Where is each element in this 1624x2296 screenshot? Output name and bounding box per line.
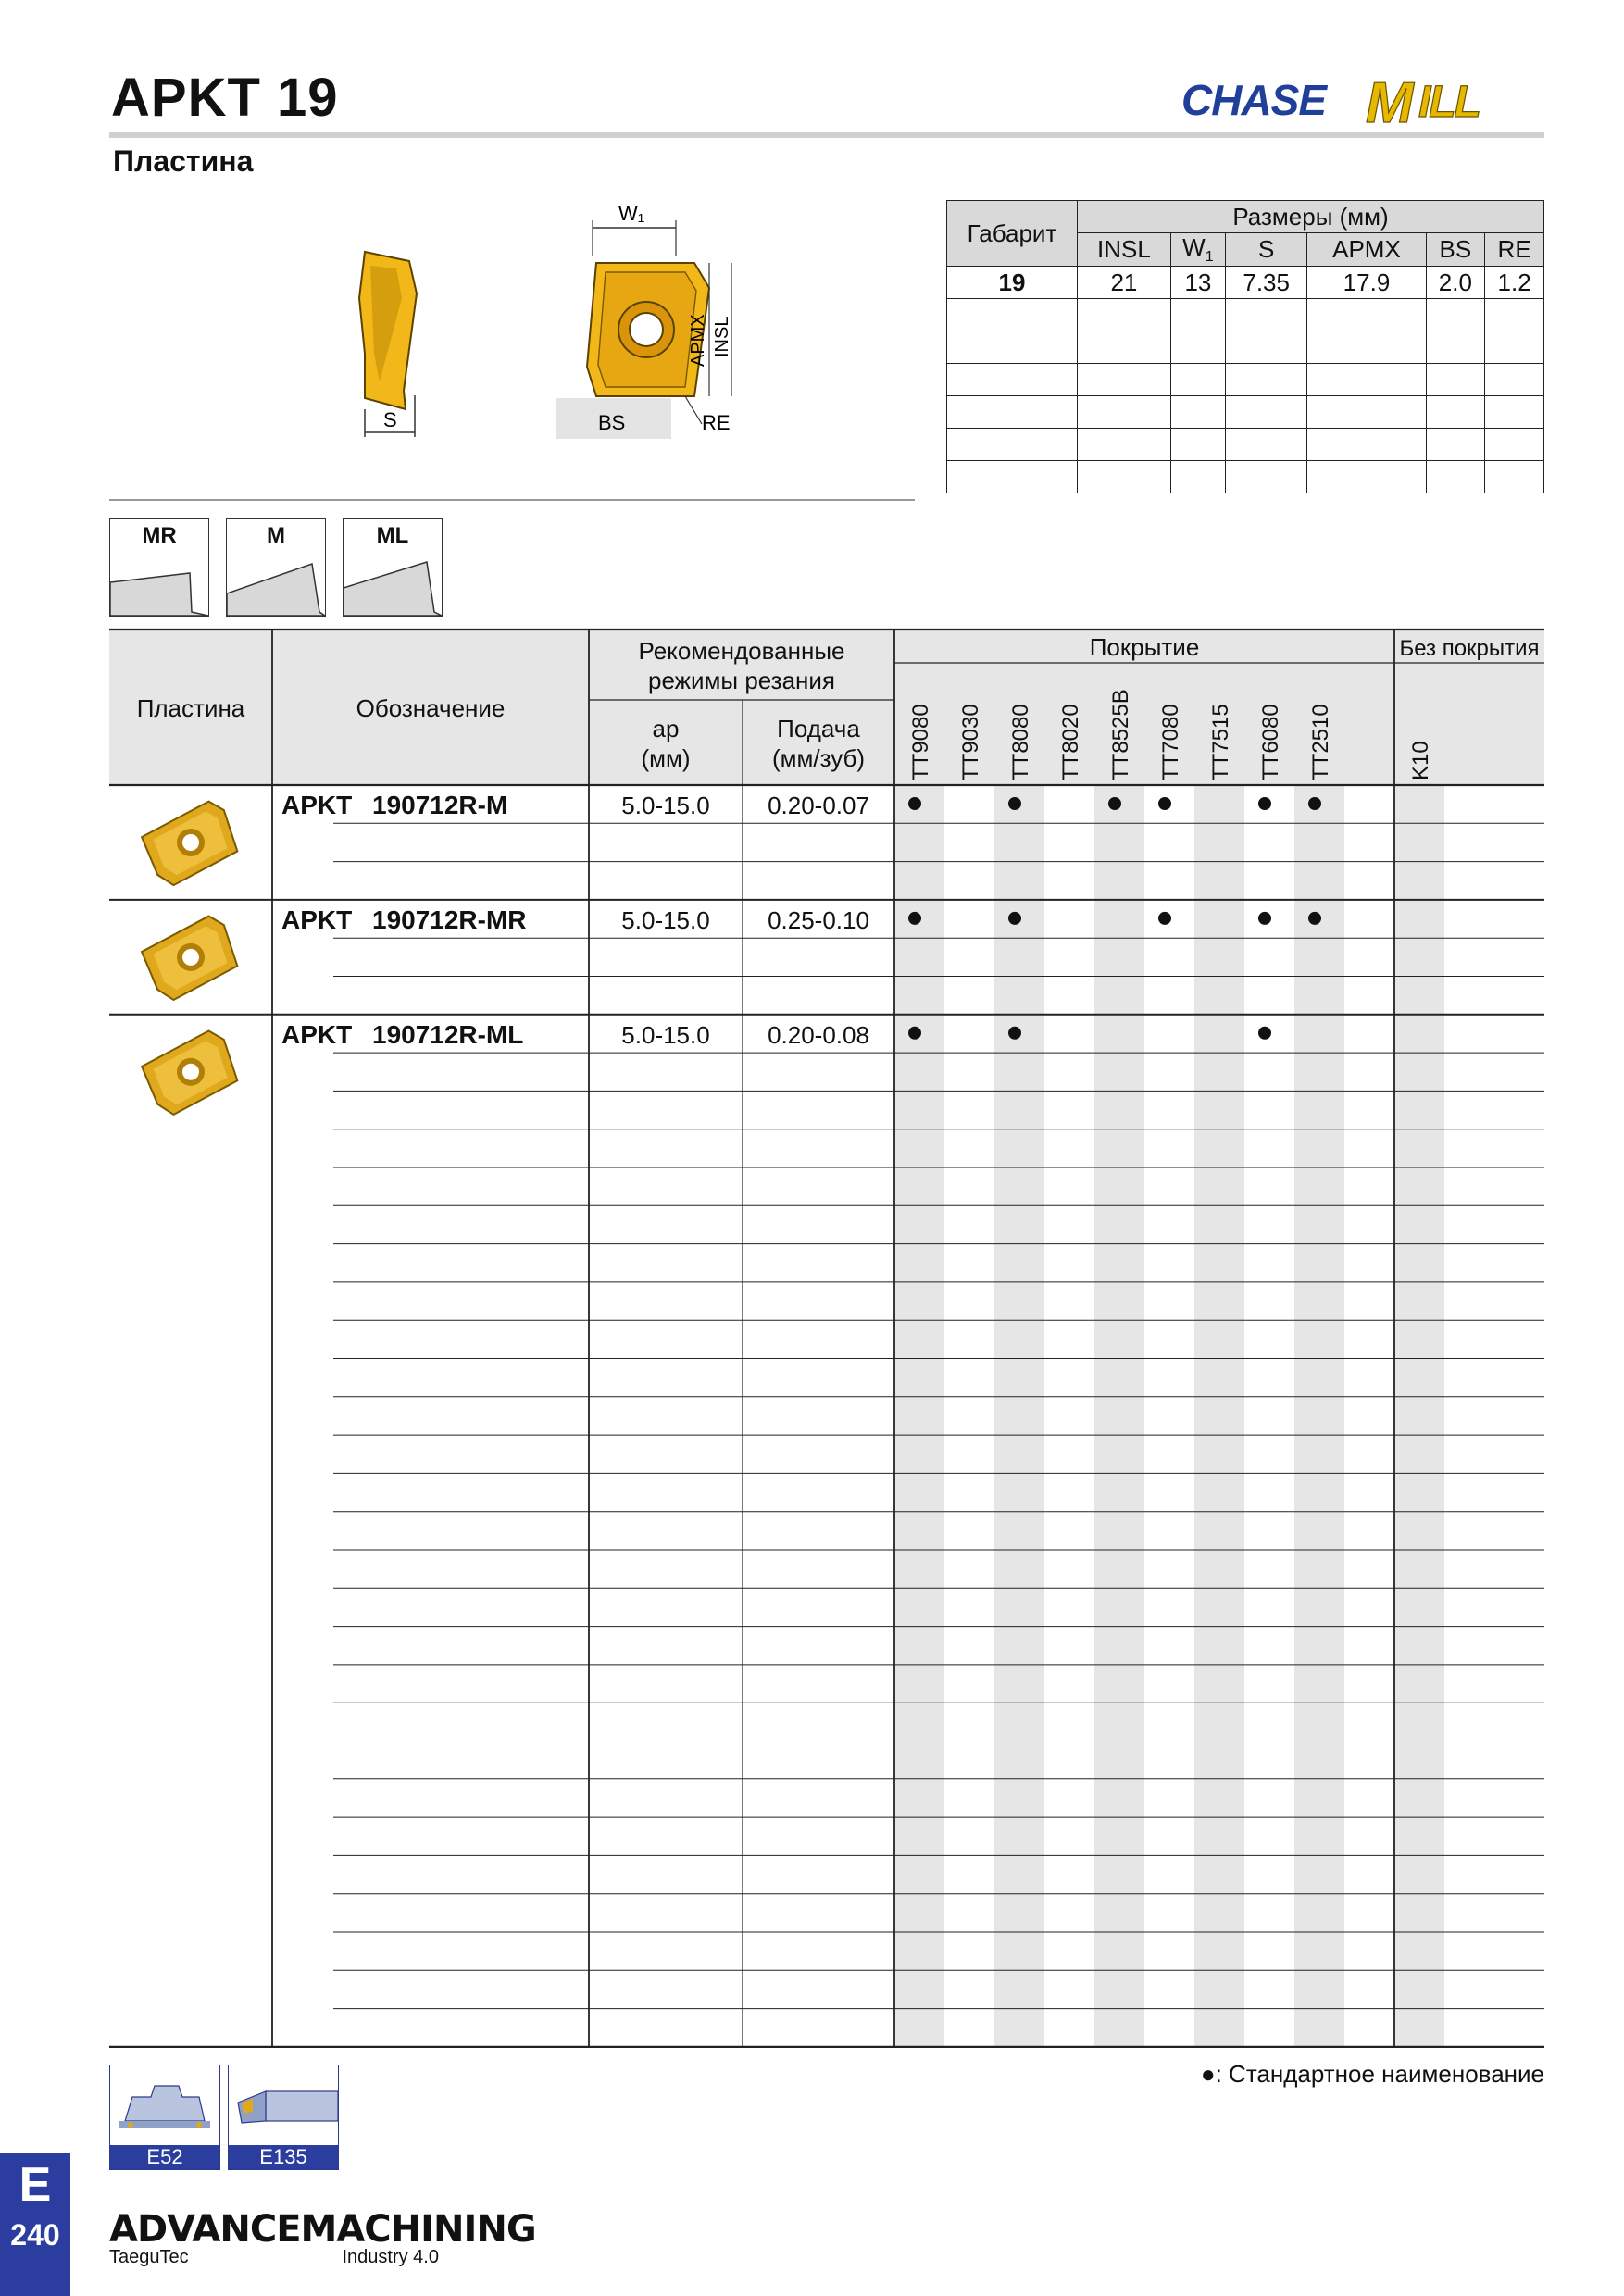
chipbreaker-ml: ML [343,518,443,617]
item-ap: 5.0-15.0 [621,1020,710,1049]
dims-empty-row [947,461,1544,493]
dims-empty-cell [1170,396,1225,429]
insert-top-view [556,200,750,452]
col-insert-header: Пластина [136,694,245,722]
dims-cell: 7.35 [1225,267,1307,299]
dims-empty-cell [947,396,1078,429]
dims-empty-cell [1078,429,1171,461]
dims-empty-cell [1078,396,1171,429]
dims-empty-cell [1225,331,1307,364]
dimensions-table [946,200,1544,493]
tool-link-e52[interactable] [109,2065,220,2170]
col-ap-header: (мм) [641,744,691,772]
grade-label-tt9030: TT9030 [958,704,983,780]
end-mill-icon [229,2065,338,2145]
grade-label-k10: K10 [1408,741,1433,780]
grade-label-tt2510: TT2510 [1308,704,1333,780]
item-code: 190712R-M [372,791,508,819]
dims-empty-row [947,331,1544,364]
dims-empty-cell [947,461,1078,493]
dims-empty-cell [1078,364,1171,396]
dims-empty-cell [1307,429,1426,461]
section-letter: E [19,2158,52,2212]
dims-empty-row [947,299,1544,331]
page-subtitle: Пластина [113,144,254,178]
dims-col-s: S [1225,233,1307,267]
grade-column-shade [1194,785,1244,2047]
dims-empty-cell [947,331,1078,364]
dims-empty-cell [1225,299,1307,331]
dims-empty-cell [1170,364,1225,396]
dims-size: 19 [947,267,1078,299]
svg-text:W₁: W₁ [618,202,645,225]
dims-empty-cell [1426,299,1485,331]
col-feed-header: Подача [777,715,860,742]
standard-mark-dot [1008,1027,1021,1040]
dims-empty-cell [1485,396,1544,429]
dims-empty-cell [1426,429,1485,461]
tool-tag-e52: E52 [110,2145,219,2169]
dims-group-header: Размеры (мм) [1078,201,1544,233]
dims-empty-cell [1307,299,1426,331]
dims-empty-cell [1426,461,1485,493]
dim-s-label: S [383,408,397,431]
dims-col-insl: INSL [1078,233,1171,267]
dims-empty-row [947,429,1544,461]
insert-side-view [352,243,435,448]
chipbreaker-ml-icon [344,519,442,616]
svg-text:BS: BS [598,411,626,434]
grade-label-tt9080: TT9080 [908,704,933,780]
dims-empty-cell [1307,364,1426,396]
footer-industry: Industry 4.0 [342,2247,439,2267]
grade-column-shade [894,785,944,2047]
dims-cell: 21 [1078,267,1171,299]
standard-mark-dot [1258,912,1271,925]
standard-mark-dot [1158,912,1171,925]
chipbreaker-mr: MR [109,518,209,617]
item-code: 190712R-ML [372,1019,524,1049]
dims-empty-cell [1078,299,1171,331]
item-ap: 5.0-15.0 [621,792,710,819]
item-ap: 5.0-15.0 [621,905,710,934]
dims-row [947,267,1544,299]
standard-mark-dot [908,1027,921,1040]
tool-tag-e135: E135 [229,2145,338,2169]
insert-photo-icon [139,797,244,890]
dims-col-apmx: APMX [1307,233,1426,267]
page-title: APKT 19 [111,68,339,128]
standard-mark-dot [1108,797,1121,810]
col-feed-header: (мм/зуб) [771,744,866,772]
grade-label-tt8020: TT8020 [1058,704,1083,780]
standard-mark-dot [908,912,921,925]
dims-col-re: RE [1485,233,1544,267]
standard-mark-dot [1258,797,1271,810]
svg-text:M: M [1366,71,1414,133]
footer-brand: ADVANCEMACHINING [109,2208,536,2251]
dims-col-bs: BS [1426,233,1485,267]
standard-mark-dot [1158,797,1171,810]
svg-text:RE: RE [702,411,731,434]
item-prefix: APKT [281,791,353,819]
chipbreaker-m-icon [227,519,325,616]
dims-empty-row [947,364,1544,396]
grade-column-shade [1294,785,1344,2047]
insert-photo-icon [139,912,244,1004]
dims-size-header: Габарит [947,201,1078,267]
insert-photo-icon [139,1027,244,1119]
item-code: 190712R-MR [372,905,527,934]
dims-empty-cell [947,364,1078,396]
grade-column-shade [994,785,1044,2047]
tool-link-e135[interactable] [228,2065,339,2170]
svg-text:INSL: INSL [712,316,732,357]
dims-empty-cell [1307,461,1426,493]
dims-empty-cell [1485,299,1544,331]
chasemill-logo [1176,67,1546,133]
dims-cell: 2.0 [1426,267,1485,299]
insert-catalog-table [109,628,1546,2053]
dims-empty-cell [1426,396,1485,429]
dims-empty-cell [1485,461,1544,493]
grade-column-shade [1094,785,1144,2047]
item-feed: 0.20-0.07 [768,792,869,819]
dims-empty-cell [1170,299,1225,331]
dims-empty-row [947,396,1544,429]
dims-empty-cell [1170,461,1225,493]
svg-text:CHASE: CHASE [1181,76,1327,124]
dims-empty-cell [1170,429,1225,461]
dims-empty-cell [1225,461,1307,493]
standard-mark-dot [1008,797,1021,810]
dims-empty-cell [1426,364,1485,396]
col-ap-header: ap [652,715,680,742]
legend-standard: ●: Стандартное наименование [1200,2060,1544,2088]
dims-empty-cell [1485,429,1544,461]
grade-column-shade [1394,785,1444,2047]
grade-label-tt6080: TT6080 [1258,704,1283,780]
dims-empty-cell [1078,461,1171,493]
dims-empty-cell [1225,396,1307,429]
dims-empty-cell [1307,331,1426,364]
dims-empty-cell [947,429,1078,461]
svg-text:ILL: ILL [1418,78,1480,127]
grade-label-tt7515: TT7515 [1208,704,1233,780]
footer-taegutec: TaeguTec [109,2247,189,2267]
col-uncoated-header: Без покрытия [1399,636,1540,661]
grade-label-tt7080: TT7080 [1158,704,1183,780]
standard-mark-dot [1258,1027,1271,1040]
dims-empty-cell [1485,364,1544,396]
standard-mark-dot [1308,797,1321,810]
col-cutting-header: режимы резания [647,667,836,694]
dims-empty-cell [1078,331,1171,364]
dims-empty-cell [1225,364,1307,396]
dims-cell: 17.9 [1307,267,1426,299]
dims-cell: 13 [1170,267,1225,299]
dims-cell: 1.2 [1485,267,1544,299]
grade-label-tt8525b: TT8525B [1108,689,1133,780]
item-prefix: APKT [281,1019,353,1049]
standard-mark-dot [1308,912,1321,925]
item-feed: 0.20-0.08 [768,1020,869,1049]
col-coated-header: Покрытие [1089,633,1200,661]
dims-empty-cell [1485,331,1544,364]
face-mill-icon [110,2065,219,2145]
dims-col-w1: $W_1$ [1170,233,1225,267]
standard-mark-dot [1008,912,1021,925]
section-tab [0,2153,70,2296]
section-divider [109,499,915,501]
item-feed: 0.25-0.10 [768,905,869,934]
dims-empty-cell [1426,331,1485,364]
svg-text:APMX: APMX [688,314,708,367]
item-prefix: APKT [281,905,353,934]
chipbreaker-mr-icon [110,519,208,616]
col-cutting-header: Рекомендованные [638,637,845,665]
dims-empty-cell [1307,396,1426,429]
footer-logo [109,2208,536,2273]
dims-empty-cell [1170,331,1225,364]
col-designation-header: Обозначение [356,694,506,722]
grade-label-tt8080: TT8080 [1008,704,1033,780]
standard-mark-dot [908,797,921,810]
dims-empty-cell [1225,429,1307,461]
chipbreaker-m: M [226,518,326,617]
page-number: 240 [10,2218,60,2252]
dims-empty-cell [947,299,1078,331]
